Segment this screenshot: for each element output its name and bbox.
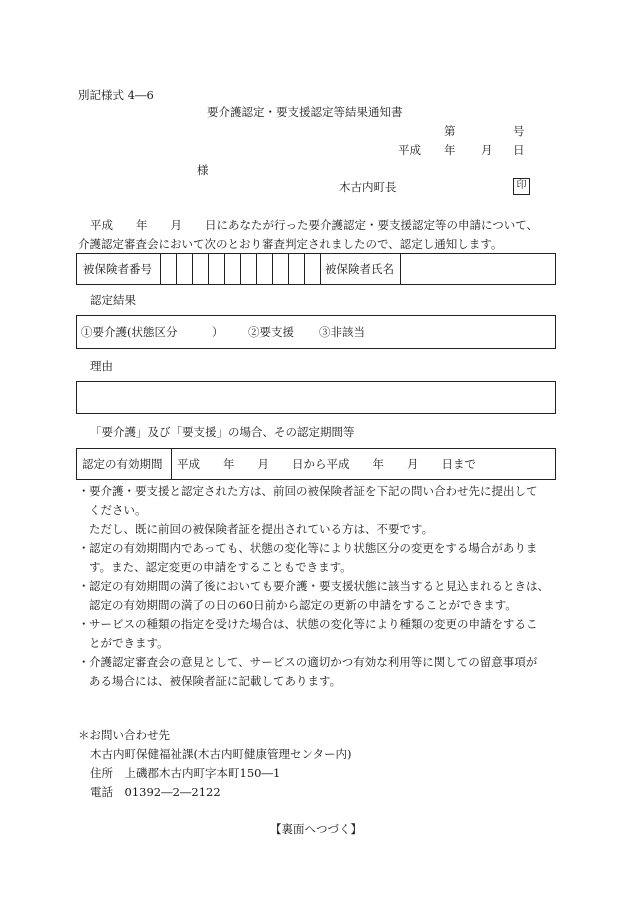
note-1: ・ 要介護・要支援と認定された方は、前回の被保険者証を下記の問い合わせ先に提出して ください。 ただし、既に前回の被保険者証を提出されている方は、不要です。 [78,484,538,536]
continued-footer: 【裏面へつづく】 [270,822,362,836]
number-suffix: 号 [513,124,525,138]
date-year: 年 [444,143,456,157]
result-option-care: ①要介護(状態区分 ） [81,325,224,339]
insured-number-label: 被保険者番号 [83,262,152,276]
contact-phone: 電話 01392―2―2122 [90,785,221,799]
intro-line1: 平成 年 月 日にあなたが行った要介護認定・要支援認定等の申請について、 [90,218,539,232]
result-box [76,315,556,349]
insured-name-label: 被保険者氏名 [325,262,394,276]
intro-line2: 介護認定審査会において次のとおり審査判定されましたので、認定し通知します。 [78,237,503,251]
date-month: 月 [481,143,493,157]
result-heading: 認定結果 [90,293,136,307]
date-era: 平成 [398,143,421,157]
contact-address: 住所 上磯郡木古内町字本町150―1 [90,766,281,780]
note-2: ・ 認定の有効期間内であっても、状態の変化等により状態区分の変更をする場合がありま す。また、認定変更の申請をすることもできます。 [78,541,538,574]
reason-box [76,381,556,414]
number-prefix: 第 [444,124,456,138]
date-day: 日 [513,143,525,157]
issuer: 木古内町長 [339,180,397,194]
document-title: 要介護認定・要支援認定等結果通知書 [207,105,403,119]
note-4: ・ サービスの種類の指定を受けた場合は、状態の変化等により種類の変更の申請をするこ とができます。 [78,617,538,650]
addressee-suffix: 様 [197,163,209,177]
contact-heading: ＊お問い合わせ先 [78,728,170,742]
insured-table [76,253,556,285]
period-heading: 「要介護」及び「要支援」の場合、その認定期間等 [90,425,355,439]
period-table [76,448,556,480]
period-label: 認定の有効期間 [82,457,163,471]
period-value: 平成 年 月 日から平成 年 月 日まで [177,457,476,471]
form-id: 別記様式 4―6 [78,88,154,102]
seal-mark: 印 [513,178,530,195]
note-5: ・ 介護認定審査会の意見として、サービスの適切かつ有効な利用等に関しての留意事項が ある場合には、被保険者証に記載してあります。 [78,655,538,688]
contact-office: 木古内町保健福祉課(木古内町健康管理センター内) [90,747,352,761]
result-option-not-applicable: ③非該当 [319,325,365,339]
reason-heading: 理由 [90,359,113,373]
note-3: ・ 認定の有効期間の満了後においても要介護・要支援状態に該当すると見込まれるときは、 認定の有効期間の満了の日の60日前から認定の更新の申請をすることができます。 [78,579,549,612]
result-option-support: ②要支援 [248,325,294,339]
